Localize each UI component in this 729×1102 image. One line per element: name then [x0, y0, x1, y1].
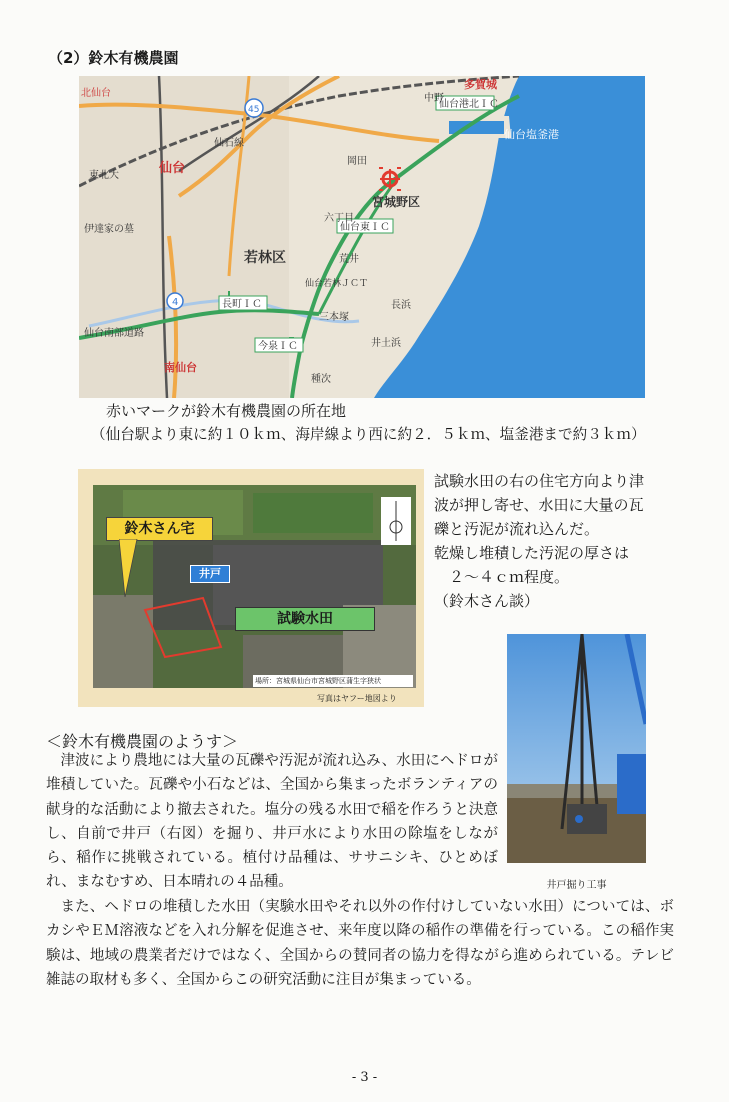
- label-sendai-nanbu-road: 仙台南部道路: [84, 328, 144, 339]
- map-caption-line1: 赤いマークが鈴木有機農園の所在地: [106, 402, 347, 420]
- well-drilling-photo: [507, 634, 646, 863]
- tsunami-description: [434, 469, 726, 613]
- label-wakabayashi-jct: 仙台若林ＪＣＴ: [305, 279, 369, 289]
- label-okada: 岡田: [347, 156, 367, 167]
- suzuki-house-label: 鈴木さん宅: [106, 517, 213, 541]
- side-line: ２～４ｃｍ程度。: [449, 568, 570, 586]
- well-label: 井戸: [190, 565, 230, 583]
- side-line: 波が押し寄せ、水田に大量の瓦: [434, 496, 644, 514]
- label-rokuchome: 六丁目: [324, 213, 354, 224]
- label-nagamachi-ic: 長町ＩＣ: [222, 299, 262, 310]
- aerial-photo: [93, 485, 416, 688]
- side-line: 礫と汚泥が流れ込んだ。: [434, 520, 600, 538]
- test-field-label: 試験水田: [235, 607, 375, 631]
- location-note: 場所：宮城県仙台市宮城野区蒲生字狭状: [255, 677, 381, 685]
- label-nagahama: 長浜: [391, 300, 411, 311]
- route-4-shield: 4: [172, 297, 179, 308]
- label-sanbonzuka: 三本塚: [319, 312, 349, 323]
- photo-credit: 写真はヤフー地図より: [317, 694, 397, 703]
- well-photo-caption: 井戸掘り工事: [546, 880, 607, 891]
- label-itamake: 伊達家の墓: [84, 224, 134, 235]
- label-sendaishiogama: 仙台塩釜港: [504, 128, 559, 141]
- route-45-shield: 45: [248, 105, 260, 115]
- page-number: - 3 -: [351, 1070, 378, 1085]
- body-paragraph-2: また、ヘドロの堆積した水田（実験水田やそれ以外の作付けしていない水田）については、ボカシやＥＭ溶液などを入れ分解を促進させ、来年度以降の稲作の準備を行っている。この稲作実験は、地域の農業者だけではなく、全国からの賛同者の協力を得ながら進められている。テレビ雑誌の取材も多く、全国からこの研究活動に注目が集まっている。: [46, 899, 674, 988]
- side-line: （鈴木さん談）: [434, 592, 540, 610]
- label-miyagino: 宮城野区: [372, 195, 421, 209]
- label-sendaiko-ic: 仙台港北ＩＣ: [439, 99, 499, 110]
- label-minamisendai: 南仙台: [164, 361, 197, 374]
- label-sendai: 仙台: [159, 161, 186, 176]
- label-sendaihigashi-ic: 仙台東ＩＣ: [340, 222, 390, 233]
- label-arai: 荒井: [339, 254, 359, 265]
- label-idohama: 井土浜: [371, 338, 401, 349]
- map-caption-line2: （仙台駅より東に約１０ｋｍ、海岸線より西に約２．５ｋｍ、塩釜港まで約３ｋｍ）: [91, 426, 646, 443]
- farm-status-title: ＜鈴木有機農園のようす＞: [46, 732, 239, 751]
- map-graphic: [79, 76, 645, 398]
- side-line: 試験水田の右の住宅方向より津: [434, 472, 645, 490]
- label-wakabayashi: 若林区: [244, 250, 286, 266]
- location-map: [79, 76, 645, 398]
- label-tohoku: 東北大: [89, 170, 119, 181]
- label-nakano: 中野: [424, 93, 444, 104]
- body-paragraph-1: 津波により農地には大量の瓦礫や汚泥が流れ込み、水田にヘドロが堆積していた。瓦礫や小石などは、全国から集まったボランティアの献身的な活動により撤去された。塩分の残る水田で稲を作ろうと決意し、自前で井戸（右図）を掘り、井戸水により水田の除塩をしながら、稲作に挑戦されている。植付け品種は、ササニシキ、ひとめぼれ、まなむすめ、日本晴れの４品種。: [46, 753, 498, 891]
- label-tanetsugi: 種次: [311, 374, 331, 385]
- label-senseki: 仙石線: [214, 138, 244, 149]
- label-tagajo: 多賀城: [464, 78, 497, 91]
- side-line: 乾燥し堆積した汚泥の厚さは: [434, 544, 630, 562]
- label-kitasendai: 北仙台: [81, 88, 111, 99]
- section-heading: （2）鈴木有機農園: [48, 49, 179, 67]
- label-imaizumi-ic: 今泉ＩＣ: [258, 341, 298, 352]
